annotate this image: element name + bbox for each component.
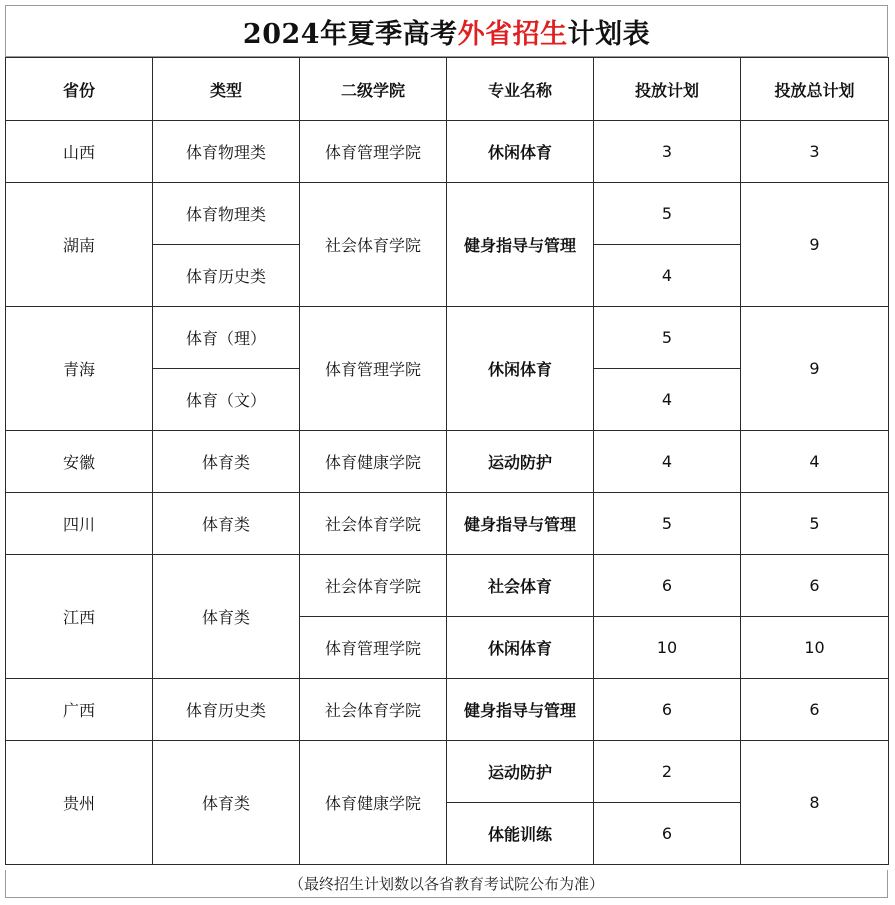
table-row <box>6 493 889 555</box>
table-row <box>6 307 889 369</box>
cell-province: 青海 <box>6 307 153 431</box>
cell-type: 体育物理类 <box>153 121 300 183</box>
table-row <box>6 555 889 617</box>
cell-plan: 5 <box>594 183 741 245</box>
cell-type: 体育（理） <box>153 307 300 369</box>
cell-total: 3 <box>741 121 889 183</box>
cell-total: 6 <box>741 555 889 617</box>
header-college: 二级学院 <box>300 58 447 121</box>
cell-province: 安徽 <box>6 431 153 493</box>
table-row <box>6 679 889 741</box>
cell-plan: 10 <box>594 617 741 679</box>
table-row <box>6 183 889 245</box>
cell-college: 体育管理学院 <box>300 307 447 431</box>
footer-note: （最终招生计划数以各省教育考试院公布为准） <box>5 870 888 898</box>
cell-plan: 3 <box>594 121 741 183</box>
cell-plan: 4 <box>594 245 741 307</box>
cell-plan: 4 <box>594 431 741 493</box>
cell-major: 运动防护 <box>447 741 594 803</box>
cell-major: 健身指导与管理 <box>447 679 594 741</box>
cell-major: 健身指导与管理 <box>447 493 594 555</box>
cell-type: 体育类 <box>153 493 300 555</box>
enrollment-plan-table <box>5 57 889 865</box>
header-major: 专业名称 <box>447 58 594 121</box>
cell-type: 体育类 <box>153 555 300 679</box>
cell-major: 社会体育 <box>447 555 594 617</box>
cell-college: 社会体育学院 <box>300 183 447 307</box>
cell-college: 社会体育学院 <box>300 493 447 555</box>
cell-plan: 6 <box>594 555 741 617</box>
title-highlight: 外省招生 <box>457 18 568 50</box>
cell-major: 运动防护 <box>447 431 594 493</box>
cell-college: 体育管理学院 <box>300 617 447 679</box>
table-row <box>6 741 889 803</box>
cell-total: 10 <box>741 617 889 679</box>
cell-total: 5 <box>741 493 889 555</box>
cell-province: 江西 <box>6 555 153 679</box>
cell-type: 体育类 <box>153 741 300 865</box>
cell-province: 广西 <box>6 679 153 741</box>
cell-plan: 6 <box>594 679 741 741</box>
title-part-1: 2024年夏季高考 <box>242 18 458 50</box>
cell-plan: 4 <box>594 369 741 431</box>
cell-college: 社会体育学院 <box>300 679 447 741</box>
cell-college: 体育健康学院 <box>300 741 447 865</box>
header-plan: 投放计划 <box>594 58 741 121</box>
cell-total: 9 <box>741 183 889 307</box>
cell-plan: 6 <box>594 803 741 865</box>
cell-college: 体育健康学院 <box>300 431 447 493</box>
cell-major: 体能训练 <box>447 803 594 865</box>
title-part-3: 计划表 <box>567 18 651 50</box>
cell-total: 8 <box>741 741 889 865</box>
cell-type: 体育物理类 <box>153 183 300 245</box>
cell-total: 4 <box>741 431 889 493</box>
table-header-row <box>6 58 889 121</box>
cell-major: 休闲体育 <box>447 617 594 679</box>
cell-province: 贵州 <box>6 741 153 865</box>
page-title <box>5 5 888 57</box>
cell-type: 体育（文） <box>153 369 300 431</box>
cell-major: 健身指导与管理 <box>447 183 594 307</box>
cell-college: 社会体育学院 <box>300 555 447 617</box>
cell-plan: 5 <box>594 307 741 369</box>
cell-plan: 5 <box>594 493 741 555</box>
cell-total: 6 <box>741 679 889 741</box>
cell-type: 体育类 <box>153 431 300 493</box>
header-province: 省份 <box>6 58 153 121</box>
cell-province: 湖南 <box>6 183 153 307</box>
cell-college: 体育管理学院 <box>300 121 447 183</box>
cell-total: 9 <box>741 307 889 431</box>
table-row <box>6 121 889 183</box>
cell-plan: 2 <box>594 741 741 803</box>
cell-province: 山西 <box>6 121 153 183</box>
cell-major: 休闲体育 <box>447 121 594 183</box>
header-total: 投放总计划 <box>741 58 889 121</box>
cell-major: 休闲体育 <box>447 307 594 431</box>
cell-type: 体育历史类 <box>153 679 300 741</box>
header-type: 类型 <box>153 58 300 121</box>
table-row <box>6 431 889 493</box>
cell-province: 四川 <box>6 493 153 555</box>
cell-type: 体育历史类 <box>153 245 300 307</box>
